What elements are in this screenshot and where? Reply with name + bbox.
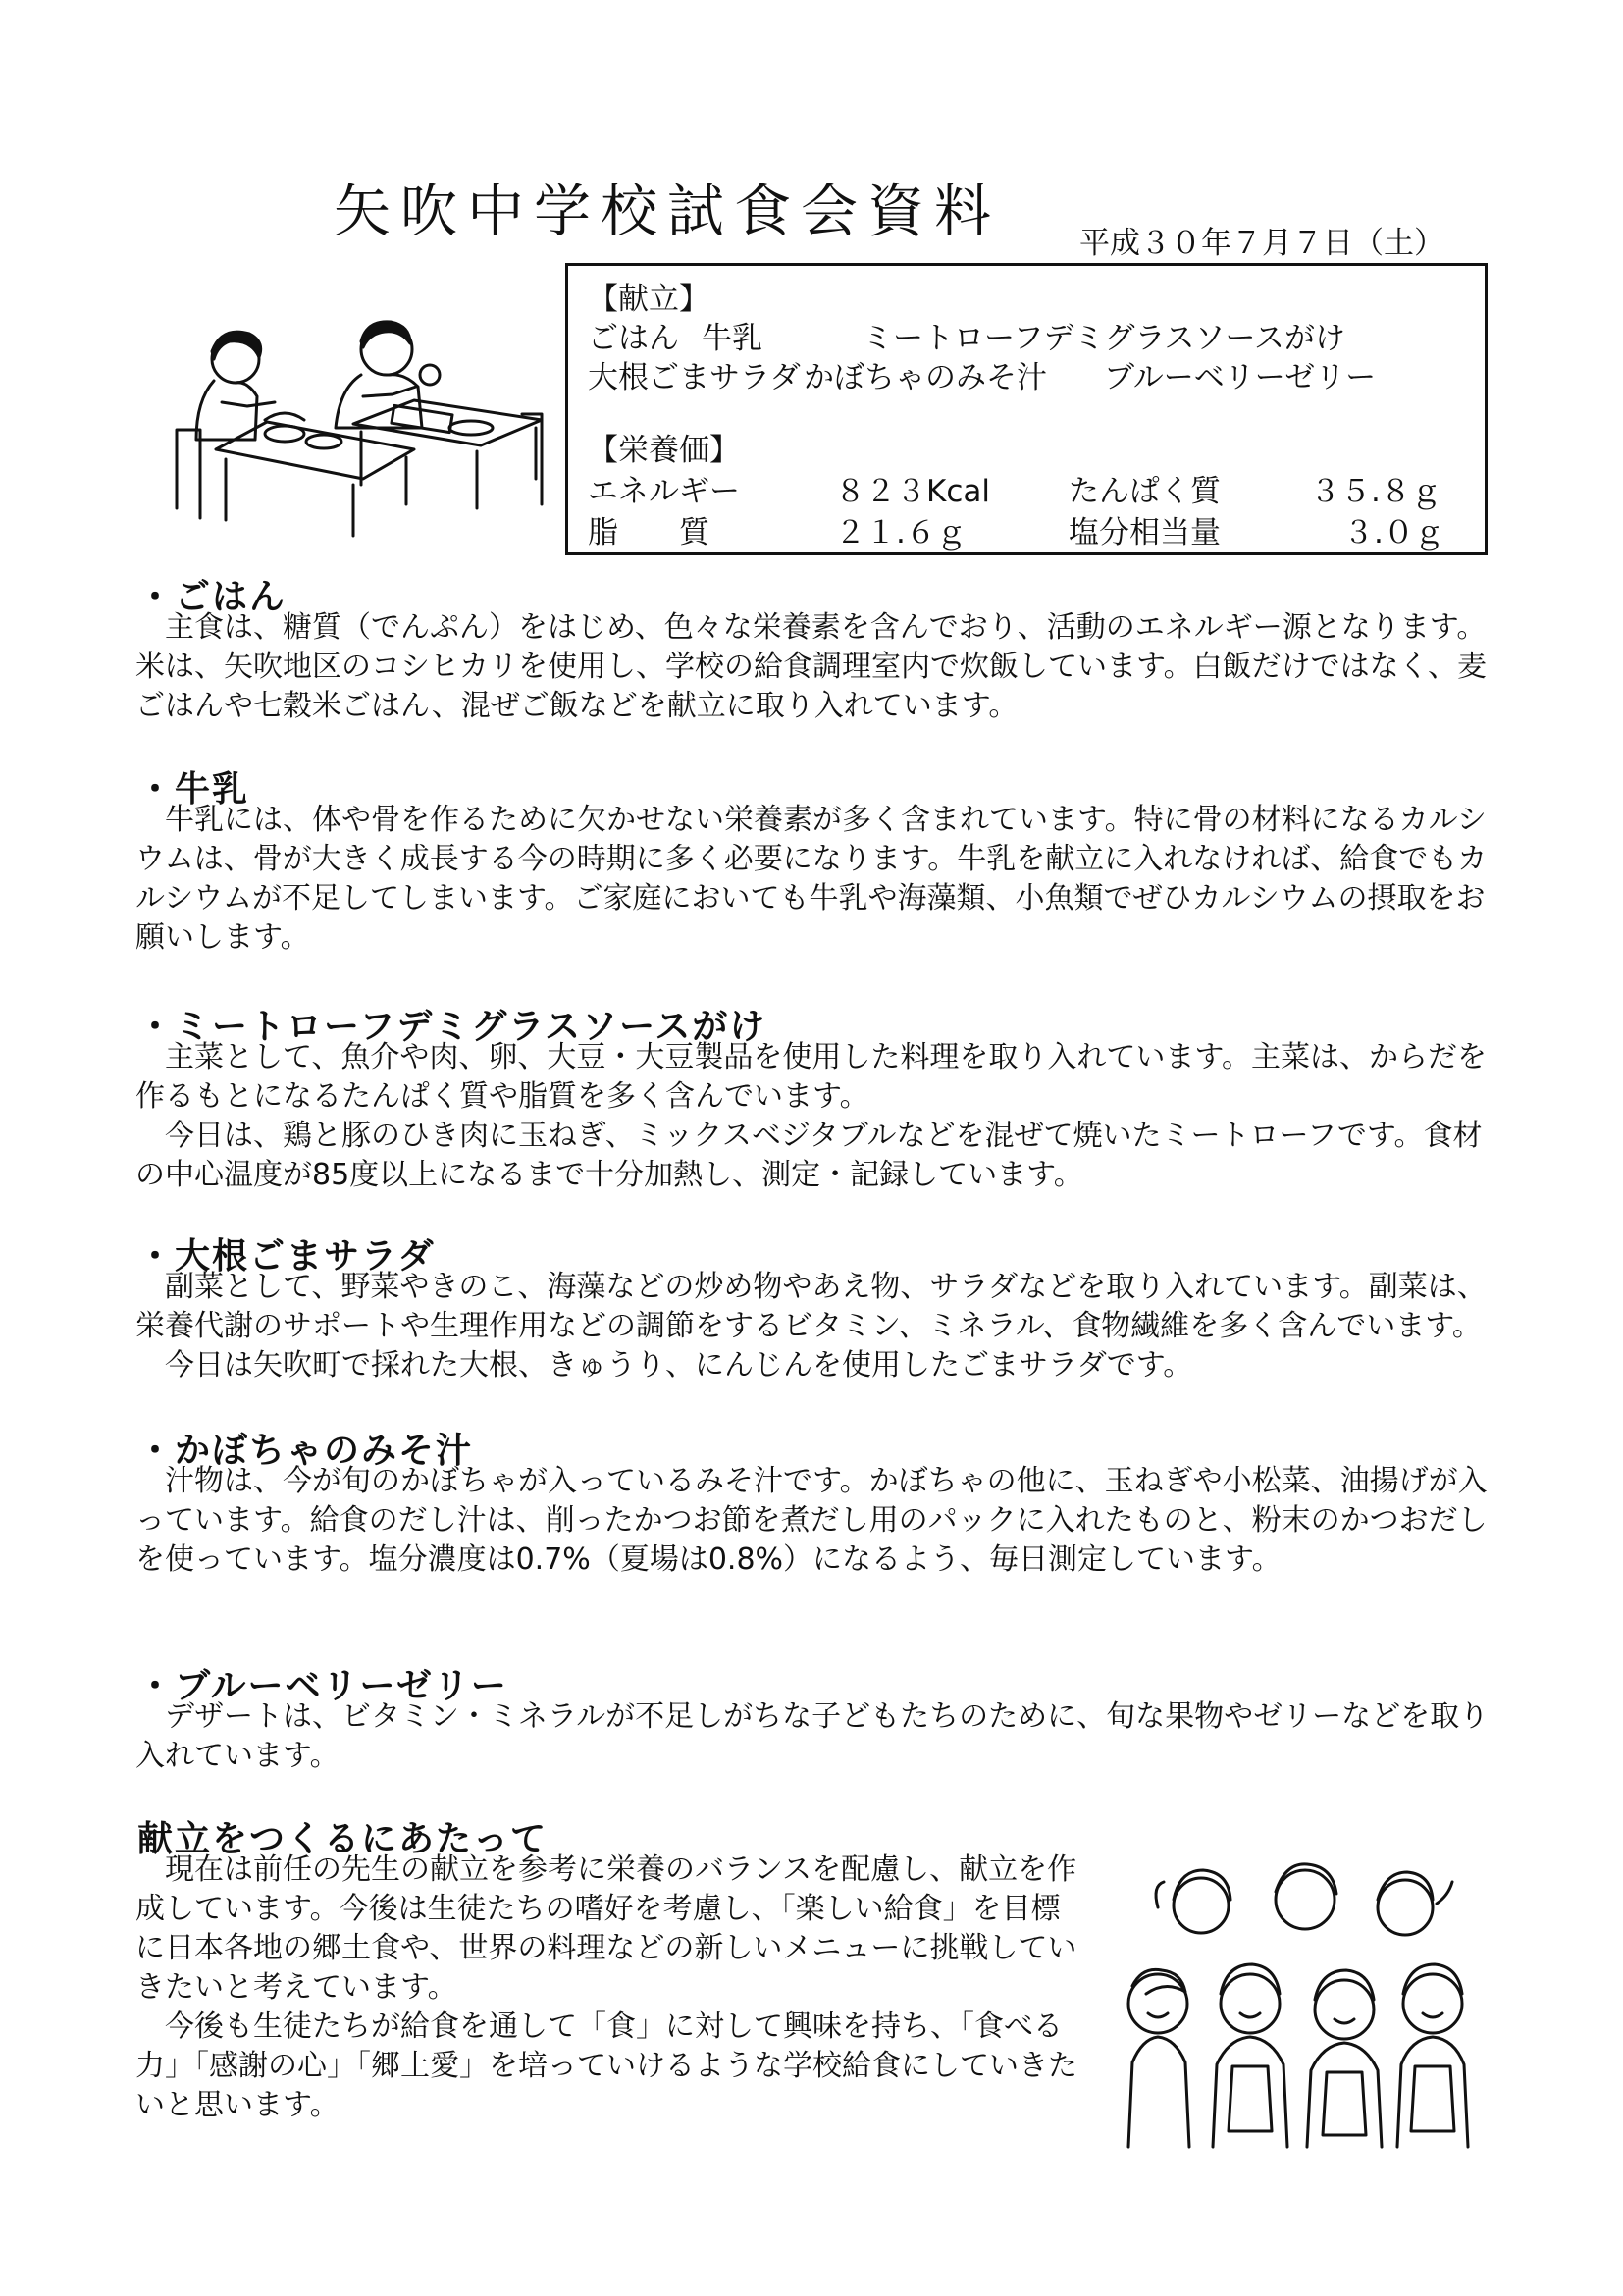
nutrition-name: たんぱく質 <box>1069 474 1221 509</box>
diners-illustration <box>157 312 550 540</box>
section-heading-meatloaf: ・ミートローフデミグラスソースがけ <box>137 1007 767 1047</box>
section-body-rice <box>135 608 1490 726</box>
paragraph: 主食は、糖質（でんぷん）をはじめ、色々な栄養素を含んでおり、活動のエネルギー源となります。米は、矢吹地区のコシヒカリを使用し、学校の給食調理室内で炊飯しています。白飯だけではなく、麦ごはんや七穀米ごはん、混ぜご飯などを献立に取り入れています。 <box>135 610 1487 723</box>
section-body-meatloaf <box>135 1038 1490 1195</box>
section-heading-jelly: ・ブルーベリーゼリー <box>137 1666 508 1706</box>
section-heading-miso-soup: ・かぼちゃのみそ汁 <box>137 1431 474 1471</box>
nutrition-name: エネルギー <box>588 474 740 509</box>
nutrition-value: ８２３Kcal <box>835 474 990 509</box>
paragraph: 主菜として、魚介や肉、卵、大豆・大豆製品を使用した料理を取り入れています。主菜は、からだを作るもとになるたんぱく質や脂質を多く含んでいます。 <box>135 1040 1487 1114</box>
nutrition-value: ２１.６ｇ <box>835 515 967 550</box>
section-body-salad <box>135 1268 1490 1385</box>
section-body-menu-planning <box>135 1851 1077 2125</box>
paragraph: 汁物は、今が旬のかぼちゃが入っているみそ汁です。かぼちゃの他に、玉ねぎや小松菜、油揚げが入っています。給食のだし汁は、削ったかつお節を煮だし用のパックに入れたものと、粉末のかつおだしを使っています。塩分濃度は0.7%（夏場は0.8%）になるよう、毎日測定しています。 <box>135 1464 1488 1577</box>
menu-item: ブルーベリーゼリー <box>1104 360 1377 395</box>
section-heading-rice: ・ごはん <box>137 577 288 617</box>
page-title: 矢吹中学校試食会資料 <box>334 178 1002 244</box>
paragraph: 現在は前任の先生の献立を参考に栄養のバランスを配慮し、献立を作成しています。今後は生徒たちの嗜好を考慮し、「楽しい給食」を目標に日本各地の郷土食や、世界の料理などの新しいメニューに挑戦していきたいと考えています。 <box>135 1852 1077 2005</box>
menu-item: 牛乳 <box>702 321 762 356</box>
nutrition-name: 塩分相当量 <box>1069 515 1221 550</box>
paragraph: 今後も生徒たちが給食を通して「食」に対して興味を持ち、「食べる力」「感謝の心」「郷土愛」を培っていけるような学校給食にしていきたいと思います。 <box>135 2009 1077 2122</box>
menu-item: ミートローフデミグラスソースがけ <box>863 321 1345 356</box>
section-body-miso-soup <box>135 1462 1490 1580</box>
nutrition-value: ３５.８ｇ <box>1310 474 1441 509</box>
paragraph: 副菜として、野菜やきのこ、海藻などの炒め物やあえ物、サラダなどを取り入れています。副菜は、栄養代謝のサポートや生理作用などの調節をするビタミン、ミネラル、食物繊維を多く含んでいます。 <box>135 1270 1487 1343</box>
nutrition-value: ３.０ｇ <box>1343 515 1444 550</box>
section-body-milk <box>135 801 1490 958</box>
nutrition-label: 【栄養価】 <box>588 433 740 468</box>
kitchen-staff-illustration <box>1119 1856 1482 2151</box>
menu-nutrition-box <box>565 263 1488 555</box>
section-heading-milk: ・牛乳 <box>137 769 250 809</box>
paragraph: 今日は矢吹町で採れた大根、きゅうり、にんじんを使用したごまサラダです。 <box>165 1348 1193 1383</box>
paragraph: 牛乳には、体や骨を作るために欠かせない栄養素が多く含まれています。特に骨の材料になるカルシウムは、骨が大きく成長する今の時期に多く必要になります。牛乳を献立に入れなければ、給食でもカルシウムが不足してしまいます。ご家庭においても牛乳や海藻類、小魚類でぜひカルシウムの摂取をお願いします。 <box>135 803 1488 955</box>
section-body-jelly <box>135 1697 1490 1776</box>
menu-item: かぼちゃのみそ汁 <box>804 360 1047 395</box>
paragraph: 今日は、鶏と豚のひき肉に玉ねぎ、ミックスベジタブルなどを混ぜて焼いたミートローフです。食材の中心温度が85度以上になるまで十分加熱し、測定・記録しています。 <box>135 1119 1483 1192</box>
paragraph: デザートは、ビタミン・ミネラルが不足しがちな子どもたちのために、旬な果物やゼリーなどを取り入れています。 <box>135 1699 1490 1773</box>
menu-item: ごはん <box>588 321 679 356</box>
nutrition-name: 脂 質 <box>588 515 709 550</box>
section-heading-salad: ・大根ごまサラダ <box>137 1236 436 1277</box>
menu-item: 大根ごまサラダ <box>588 360 801 395</box>
menu-label: 【献立】 <box>588 282 709 317</box>
section-heading-menu-planning: 献立をつくるにあたって <box>137 1819 549 1859</box>
event-date: 平成３０年７月７日（土） <box>1079 226 1444 261</box>
